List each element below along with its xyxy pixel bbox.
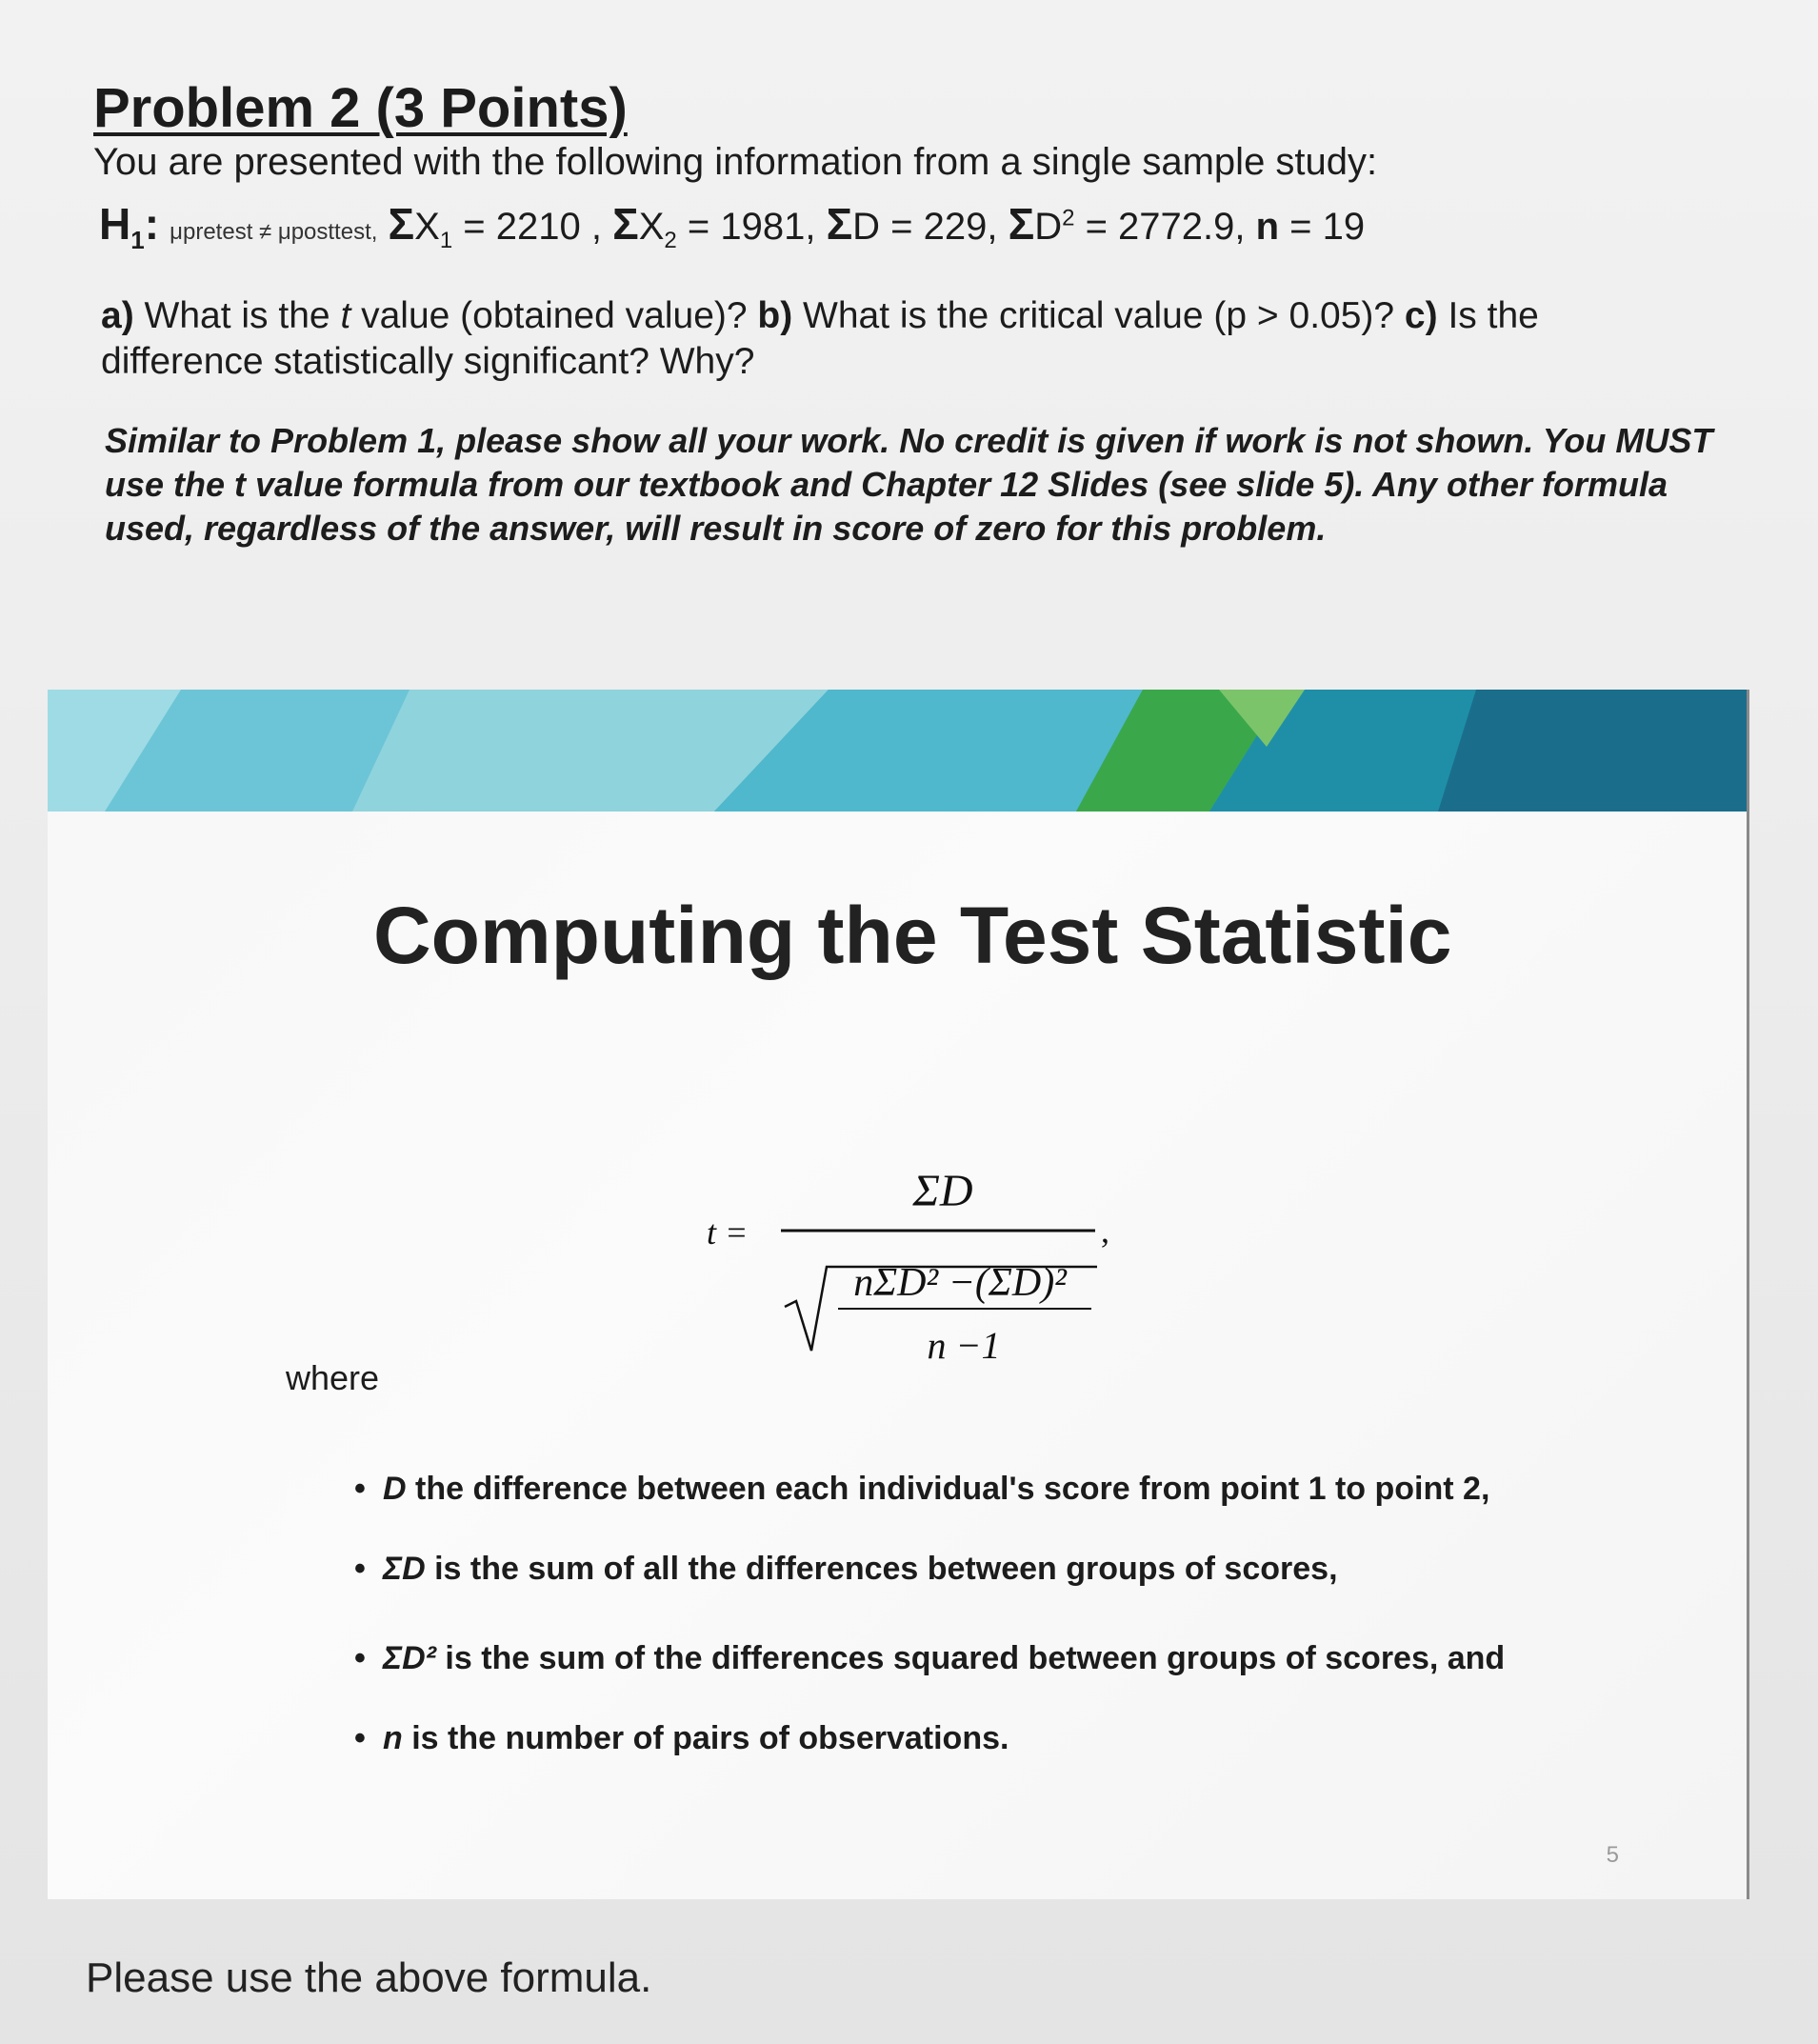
formula-inner-denominator: n −1: [927, 1324, 1001, 1367]
definition-item: • D the difference between each individual's score from point 1 to point 2,: [354, 1471, 1490, 1507]
question-a-label: a): [101, 295, 134, 336]
slide-screenshot: [48, 690, 1749, 1899]
slide-number: 5: [1606, 1842, 1619, 1868]
slide-banner: [48, 690, 1747, 812]
definition-item: • ΣD² is the sum of the differences squared between groups of scores, and: [354, 1640, 1506, 1676]
question-c-label: c): [1404, 295, 1438, 336]
formula-inner-numerator: nΣD² −(ΣD)²: [853, 1261, 1067, 1305]
sample-size: n = 19: [1255, 206, 1366, 248]
sum-x1: $\Sigma X_1 = 2210$ ,: [388, 199, 613, 253]
sum-d-squared: $\Sigma D^2 = 2772.9$,: [1008, 199, 1256, 249]
sum-d: ΣD = 229,: [826, 199, 1009, 249]
definition-item: • ΣD is the sum of all the differences between groups of scores,: [354, 1551, 1338, 1587]
formula-trailing-comma: ,: [1101, 1212, 1109, 1250]
question-b-label: b): [757, 295, 793, 336]
slide-title: Computing the Test Statistic: [373, 891, 1452, 980]
formula-numerator: ΣD: [912, 1166, 973, 1216]
formula-lhs: t =: [707, 1213, 749, 1252]
problem-intro: You are presented with the following information from a single sample study:: [93, 141, 1378, 183]
question-block: a) What is the t value (obtained value)? b) What is the critical value (p > 0.05)? c) Is the difference statistically significant? Why?: [101, 295, 1539, 382]
definition-item: • n is the number of pairs of observations.: [354, 1720, 1009, 1756]
footer-note: Please use the above formula.: [86, 1954, 652, 2001]
problem-title: Problem 2 (3 Points): [93, 77, 628, 139]
instructions-text: Similar to Problem 1, please show all your work. No credit is given if work is not shown. You MUST use the t value formula from our textbook and Chapter 12 Slides (see slide 5). Any other formula used, regardless of the answer, will result in score of zero for this problem.: [105, 421, 1713, 548]
where-label: where: [286, 1358, 380, 1397]
sum-x2: $\Sigma X_2 = 1981$,: [612, 199, 827, 253]
hypothesis-line: [99, 198, 1365, 255]
t-formula: [657, 1090, 1152, 1375]
hypothesis-mu-expression: μpretest ≠ μposttest,: [170, 219, 378, 245]
hypothesis-label: $H_1$:: [99, 199, 160, 255]
